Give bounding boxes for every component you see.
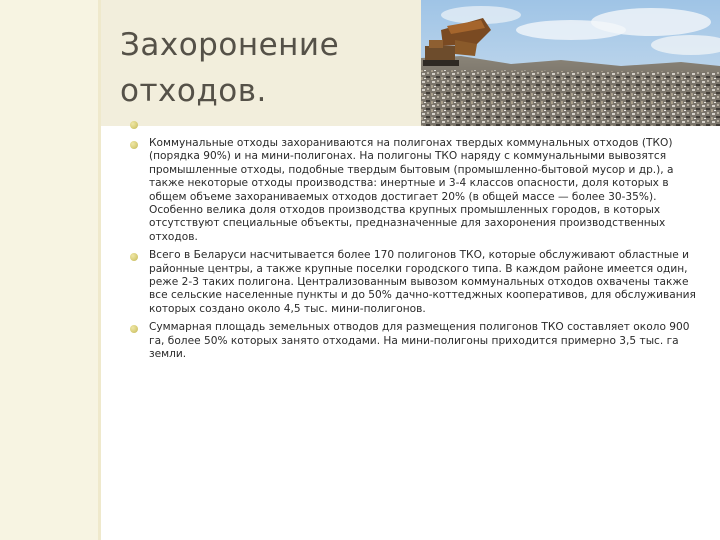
bullet-dot-icon: [130, 253, 138, 261]
bullet-dot-icon: [130, 325, 138, 333]
decorative-left-band: [0, 0, 98, 540]
list-item-text: Всего в Беларуси насчитывается более 170 полигонов ТКО, которые обслуживают областные и районные центры, а также крупные поселки городского типа. В каждом районе имеется один, реже 2-3 таких полигона. Централизованным вывозом коммунальных отходов охвачены также все сельские населенные пункты и до 50% дачно-коттеджных кооперативов, для обслуживания которых создано около 4,5 тыс. мини-полигонов.: [149, 249, 696, 315]
list-item-text: Коммунальные отходы захораниваются на полигонах твердых коммунальных отходов (ТКО) (порядка 90%) и на мини-полигонах. На полигоны ТКО наряду с коммунальными вывозятся промышленные отходы, подобные твердым бытовым (промышленно-бытовой мусор и др.), а также некоторые отходы производства: инертные и 3-4 классов опасности, доля которых в общем объеме захораниваемых отходов достигает 20% (в общей массе — более 30-35%). Особенно велика доля отходов производства крупных промышленных городов, в которых отсутствуют специальные объекты, предназначенные для захоронения производственных отходов.: [149, 137, 674, 243]
title-line-1: Захоронение: [120, 27, 340, 63]
list-item: [130, 249, 700, 316]
list-item: [130, 137, 700, 244]
list-item: [130, 321, 700, 361]
title-line-2: отходов.: [120, 73, 267, 109]
list-item-text: Суммарная площадь земельных отводов для размещения полигонов ТКО составляет около 900 га, более 50% которых занято отходами. На мини-полигоны приходится примерно 3,5 тыс. га земли.: [149, 321, 690, 361]
bullet-dot-icon: [130, 141, 138, 149]
slide-title: [120, 22, 420, 114]
bullet-dot-icon: [130, 121, 138, 129]
landfill-photo: [421, 0, 720, 126]
list-item-empty: [130, 117, 700, 131]
bullet-list: [130, 117, 700, 367]
